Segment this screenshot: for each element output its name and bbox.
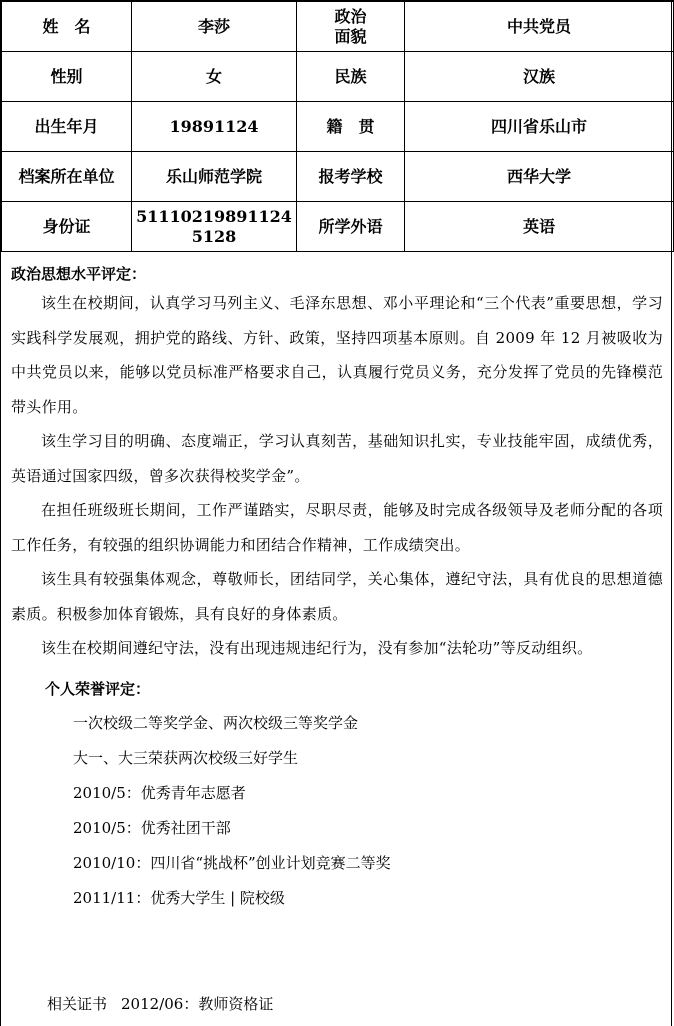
target-school-label: 报考学校 <box>297 152 405 202</box>
archive-unit-value: 乐山师范学院 <box>132 152 297 202</box>
foreign-language-label: 所学外语 <box>297 202 405 252</box>
honor-item: 2010/10：四川省“挑战杯”创业计划竞赛二等奖 <box>73 853 391 872</box>
evaluation-paragraph: 该生具有较强集体观念，尊敬师长，团结同学，关心集体，遵纪守法，具有优良的思想道德素质。积极参加体育锻炼，具有良好的身体素质。 <box>11 570 663 623</box>
foreign-language-value: 英语 <box>405 202 674 252</box>
certificates-label: 相关证书 <box>47 995 108 1013</box>
certificates-line <box>47 992 287 1016</box>
evaluation-paragraph: 该生在校期间遵纪守法，没有出现违规违纪行为，没有参加“法轮功”等反动组织。 <box>41 639 593 657</box>
honor-item: 2010/5：优秀社团干部 <box>73 818 231 837</box>
ethnicity-label: 民族 <box>297 52 405 102</box>
gender-label: 性别 <box>2 52 132 102</box>
evaluation-title: 政治思想水平评定： <box>11 265 147 283</box>
political-status-value: 中共党员 <box>405 1 674 52</box>
political-label-line1: 政治 <box>334 6 367 26</box>
table-row <box>2 202 674 252</box>
honor-item: 2011/11：优秀大学生 | 院校级 <box>73 888 285 907</box>
name-value: 李莎 <box>132 1 297 52</box>
ethnicity-value: 汉族 <box>405 52 674 102</box>
honor-item: 2010/5：优秀青年志愿者 <box>73 783 246 802</box>
gender-value: 女 <box>132 52 297 102</box>
table-row <box>2 152 674 202</box>
native-place-value: 四川省乐山市 <box>405 102 674 152</box>
name-label: 姓 名 <box>2 1 132 52</box>
honor-item: 一次校级二等奖学金、两次校级三等奖学金 <box>73 713 359 732</box>
id-card-value: 511102198911245128 <box>132 202 297 252</box>
birth-label: 出生年月 <box>2 102 132 152</box>
target-school-value: 西华大学 <box>405 152 674 202</box>
honor-item: 大一、大三荣获两次校级三好学生 <box>73 748 299 767</box>
native-place-label: 籍 贯 <box>297 102 405 152</box>
id-card-label: 身份证 <box>2 202 132 252</box>
table-row <box>2 1 674 52</box>
table-row <box>2 102 674 152</box>
certificates-value: 2012/06：教师资格证 <box>121 995 274 1013</box>
birth-value: 19891124 <box>132 102 297 152</box>
political-status-label <box>297 1 405 52</box>
evaluation-paragraph: 该生学习目的明确、态度端正，学习认真刻苦，基础知识扎实，专业技能牢固，成绩优秀，英语通过国家四级，曾多次获得校奖学金”。 <box>11 432 663 485</box>
political-label-line2: 面貌 <box>334 26 367 46</box>
archive-unit-label: 档案所在单位 <box>2 152 132 202</box>
evaluation-paragraph: 在担任班级班长期间，工作严谨踏实，尽职尽责，能够及时完成各级领导及老师分配的各项工作任务，有较强的组织协调能力和团结合作精神，工作成绩突出。 <box>11 501 663 554</box>
evaluation-paragraph: 该生在校期间，认真学习马列主义、毛泽东思想、邓小平理论和“三个代表”重要思想，学习实践科学发展观，拥护党的路线、方针、政策，坚持四项基本原则。自 2009 年 12 月被吸收为中共党员以来，能够以党员标准严格要求自己，认真履行党员义务，充分发挥了党员的先锋模范带头作用。 <box>11 294 663 416</box>
evaluation-section <box>11 262 663 916</box>
table-row <box>2 52 674 102</box>
honors-title: 个人荣誉评定： <box>45 679 151 698</box>
personal-info-table <box>1 0 674 252</box>
